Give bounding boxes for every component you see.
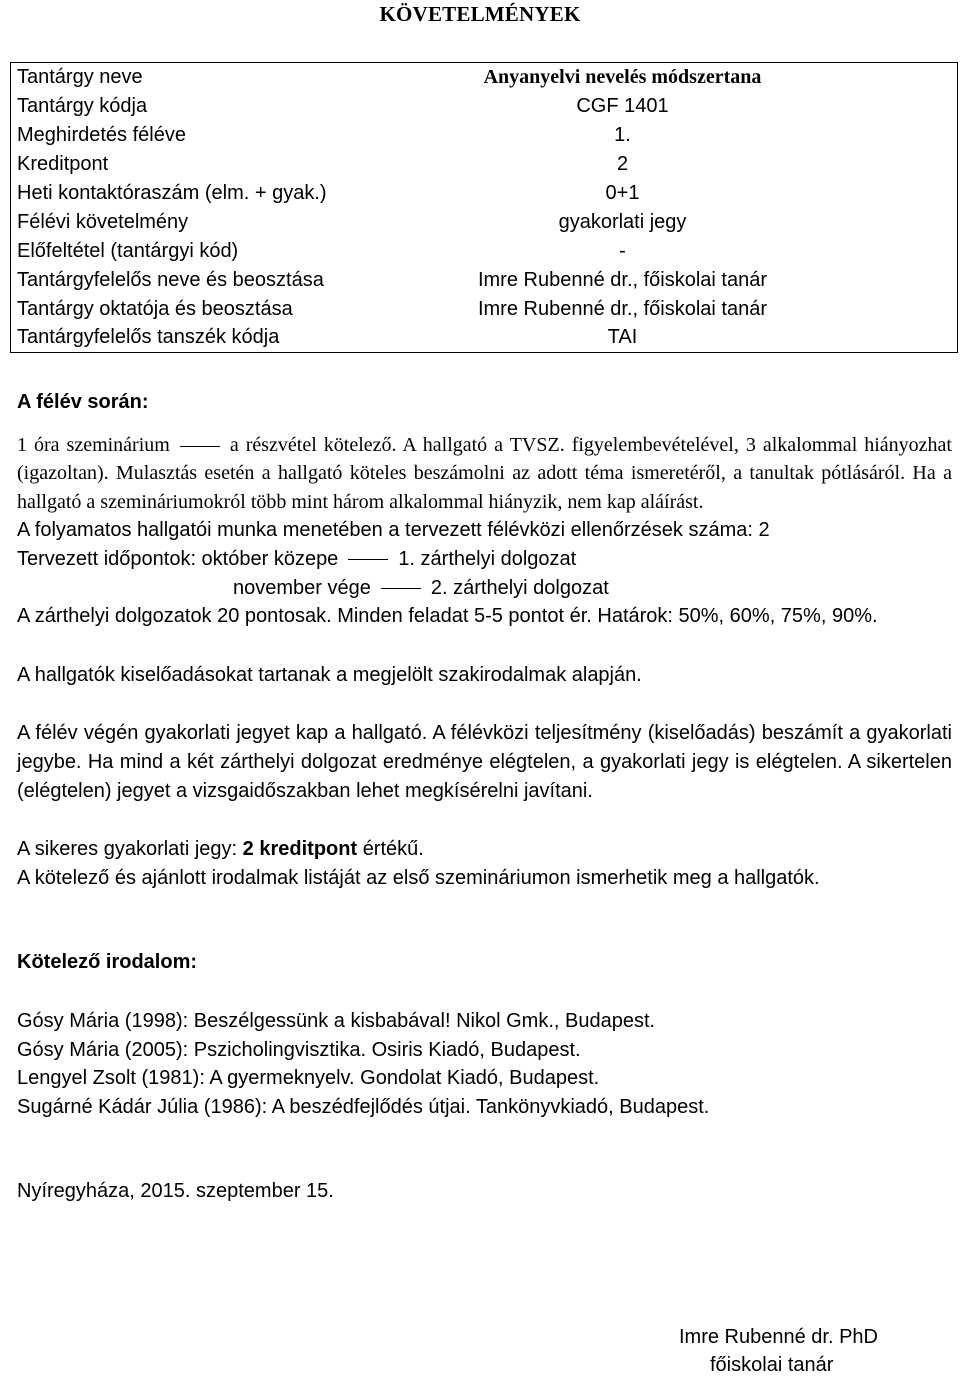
row-value: -	[619, 239, 626, 262]
table-row	[11, 207, 958, 236]
row-label: Tantárgyfelelős neve és beosztása	[17, 268, 324, 291]
dash-separator	[180, 446, 220, 447]
credit-suffix: értékű.	[362, 838, 424, 861]
literature-note: A kötelező és ajánlott irodalmak listáját az első szemináriumon ismerhetik meg a hallgatók.	[17, 866, 820, 889]
literature-heading: Kötelező irodalom:	[17, 951, 198, 974]
test-schedule-1	[17, 545, 952, 574]
course-info-table	[10, 62, 958, 353]
page-title: KÖVETELMÉNYEK	[379, 2, 581, 26]
test-1: 1. zárthelyi dolgozat	[398, 547, 577, 570]
row-label: Tantárgy oktatója és beosztása	[17, 297, 293, 320]
table-row	[11, 150, 958, 179]
table-row	[11, 121, 958, 150]
scoring-paragraph: A zárthelyi dolgozatok 20 pontosak. Minden feladat 5-5 pontot ér. Határok: 50%, 60%, 75%, 90%.	[17, 605, 878, 628]
row-label: Heti kontaktóraszám (elm. + gyak.)	[17, 182, 327, 204]
table-row	[11, 294, 958, 323]
row-label: Előfeltétel (tantárgyi kód)	[17, 239, 239, 262]
november-label: november vége	[233, 576, 371, 599]
table-row	[11, 63, 958, 92]
planned-label: Tervezett időpontok: október közepe	[17, 547, 339, 570]
signature-role: főiskolai tanár	[710, 1354, 834, 1376]
place-date: Nyíregyháza, 2015. szeptember 15.	[17, 1180, 334, 1203]
signature-block	[679, 1323, 919, 1379]
row-label: Tantárgy neve	[17, 66, 143, 89]
row-label: Félévi követelmény	[17, 210, 189, 233]
credit-value: 2 kreditpont	[242, 838, 358, 861]
list-item: Gósy Mária (1998): Beszélgessünk a kisbabával! Nikol Gmk., Budapest.	[17, 1009, 656, 1032]
table-row	[11, 92, 958, 121]
literature-list	[17, 1007, 952, 1121]
row-label: Kreditpont	[17, 153, 109, 176]
row-value: gyakorlati jegy	[558, 210, 687, 233]
list-item: Lengyel Zsolt (1981): A gyermeknyelv. Gondolat Kiadó, Budapest.	[17, 1067, 600, 1090]
row-value: 1.	[614, 124, 631, 147]
dash-separator	[348, 559, 388, 560]
test-schedule-2	[17, 574, 952, 603]
row-value: 2	[616, 153, 629, 176]
row-label: Tantárgyfelelős tanszék kódja	[17, 326, 280, 349]
row-value: 0+1	[605, 182, 640, 204]
attendance-rules: a részvétel kötelező. A hallgató a TVSZ. figyelembevételével, 3 alkalommal hiányozhat (igazoltan). Mulasztás esetén a hallgató köteles beszámolni az adott téma ismeretéről, a tanultak pótlásáról. Ha a hallgató a szemináriumokról több mint három alkalommal hiányzik, nem kap aláírást.	[17, 433, 952, 513]
list-item: Gósy Mária (2005): Pszicholingvisztika. Osiris Kiadó, Budapest.	[17, 1038, 581, 1061]
tests-intro: A folyamatos hallgatói munka menetében a tervezett félévközi ellenőrzések száma: 2	[17, 519, 770, 542]
row-value: TAI	[607, 326, 638, 349]
attendance-paragraph	[17, 431, 952, 517]
table-row	[11, 265, 958, 294]
table-row	[11, 179, 958, 208]
row-value: Imre Rubenné dr., főiskolai tanár	[477, 268, 768, 291]
row-value: Imre Rubenné dr., főiskolai tanár	[477, 297, 768, 320]
credit-line	[17, 835, 952, 864]
row-label: Tantárgy kódja	[17, 95, 148, 118]
table-row	[11, 236, 958, 265]
row-label: Meghirdetés féléve	[17, 124, 186, 147]
test-2: 2. zárthelyi dolgozat	[430, 576, 609, 599]
semester-heading: A félév során:	[17, 391, 149, 413]
dash-separator	[381, 588, 421, 589]
credit-label: A sikeres gyakorlati jegy:	[17, 838, 238, 861]
list-item: Sugárné Kádár Júlia (1986): A beszédfejlődés útjai. Tankönyvkiadó, Budapest.	[17, 1095, 710, 1118]
signature-name: Imre Rubenné dr. PhD	[679, 1326, 878, 1348]
row-value: CGF 1401	[576, 95, 669, 118]
presentations-paragraph: A hallgatók kiselőadásokat tartanak a megjelölt szakirodalmak alapján.	[17, 663, 642, 686]
row-value: Anyanyelvi nevelés módszertana	[483, 66, 762, 89]
table-row	[11, 323, 958, 352]
requirements-body	[17, 388, 952, 1206]
grading-paragraph: A félév végén gyakorlati jegyet kap a hallgató. A félévközi teljesítmény (kiselőadás) beszámít a gyakorlati jegybe. Ha mind a két zárthelyi dolgozat eredménye elégtelen, a gyakorlati jegy is elégtelen. A sikertelen (elégtelen) jegyet a vizsgaidőszakban lehet megkísérelni javítani.	[17, 722, 952, 802]
attendance-hours: 1 óra szeminárium	[17, 433, 170, 456]
